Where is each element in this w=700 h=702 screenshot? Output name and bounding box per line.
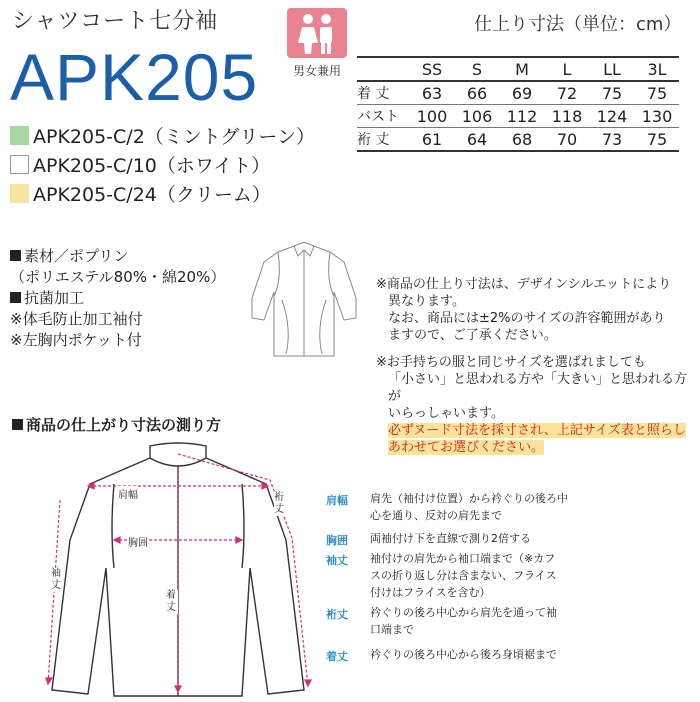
table-cell: 64 <box>455 128 499 152</box>
size-col-ll: LL <box>589 57 635 81</box>
color-label: APK205-C/10（ホワイト） <box>33 155 271 177</box>
model-number: APK205 <box>10 40 259 114</box>
table-row <box>357 128 679 152</box>
note-line: なお、商品には±2%のサイズの許容範囲があり <box>388 311 666 326</box>
diagram-label-yuki: 裄丈 <box>274 492 284 515</box>
table-cell: 61 <box>409 128 455 152</box>
measurement-diagram <box>30 440 320 702</box>
square-bullet-icon <box>12 419 23 430</box>
diagram-label-sleeve: 袖丈 <box>51 568 61 591</box>
color-variant-mint <box>10 122 315 149</box>
size-col-m: M <box>499 57 545 81</box>
spec-feature1: ※体毛防止加工袖付 <box>10 310 143 328</box>
legend-desc-length <box>370 646 622 663</box>
row-label-bust: バスト <box>357 105 409 128</box>
spec-material <box>10 246 225 267</box>
legend-key-yuki: 裄丈 <box>326 608 348 621</box>
diagram-label-chest: 胸囲 <box>128 534 148 549</box>
table-cell: 73 <box>589 128 635 152</box>
measure-section-title <box>12 414 221 435</box>
legend-key-shoulder: 肩幅 <box>326 494 348 507</box>
measure-title-text: 商品の仕上がり寸法の測り方 <box>26 416 222 434</box>
table-cell: 124 <box>589 105 635 128</box>
row-label-length: 着 丈 <box>357 81 409 105</box>
legend-line: スの折り返し分は含まない、フライス <box>370 569 557 582</box>
legend-desc-yuki <box>370 604 622 638</box>
spec-feature2: ※左胸内ポケット付 <box>10 331 142 349</box>
size-table-header <box>357 57 679 81</box>
square-bullet-icon <box>10 292 21 303</box>
table-cell: 112 <box>499 105 545 128</box>
legend-line: 袖付けの肩先から袖口端まで（※カフ <box>370 552 556 565</box>
legend-key-chest: 胸囲 <box>326 534 348 547</box>
note-line: 「小さい」と思われる方や「大きい」と思われる方が <box>388 372 688 404</box>
note-line: ますので、ご了承ください。 <box>388 328 557 343</box>
spec-composition: （ポリエステル80%・綿20%） <box>10 268 226 286</box>
table-cell: 68 <box>499 128 545 152</box>
size-header-blank <box>357 57 409 81</box>
spec-antibacterial-text: 抗菌加工 <box>24 289 85 307</box>
table-cell: 75 <box>589 81 635 105</box>
legend-line: 両袖付け下を直線で測り2倍する <box>370 532 531 545</box>
table-cell: 69 <box>499 81 545 105</box>
product-subtitle: シャツコート七分袖 <box>12 9 219 34</box>
unisex-icon <box>287 8 347 58</box>
square-bullet-icon <box>10 250 21 261</box>
table-cell: 70 <box>545 128 589 152</box>
legend-line: 心を通り、反対の肩先まで <box>370 509 502 522</box>
note-highlight-text: 必ずヌード寸法を採寸され、上記サイズ表と照らし <box>388 423 686 438</box>
note-highlight-text: あわせてお選びください。 <box>388 440 545 455</box>
note-highlight-1 <box>376 422 694 439</box>
legend-line: 衿ぐりの後ろ中心から後ろ身頃裾まで <box>370 648 557 661</box>
table-cell: 100 <box>409 105 455 128</box>
size-col-3l: 3L <box>635 57 679 81</box>
table-cell: 106 <box>455 105 499 128</box>
color-swatch-mint <box>10 126 29 145</box>
table-row <box>357 81 679 105</box>
spec-antibacterial <box>10 288 225 309</box>
note-highlight-2 <box>376 439 694 456</box>
spec-material-text: 素材／ポプリン <box>24 247 129 265</box>
legend-line: 口端まで <box>370 623 414 636</box>
legend-line: 肩先（袖付け位置）から衿ぐりの後ろ中 <box>370 492 568 505</box>
size-col-l: L <box>545 57 589 81</box>
note-line: 異なります。 <box>388 294 465 309</box>
table-cell: 130 <box>635 105 679 128</box>
color-variant-cream <box>10 180 271 207</box>
garment-sketch <box>248 240 360 368</box>
size-col-ss: SS <box>409 57 455 81</box>
legend-desc-sleeve <box>370 550 622 601</box>
legend-desc-shoulder <box>370 490 622 524</box>
legend-desc-chest <box>370 530 622 547</box>
diagram-label-shoulder: 肩幅 <box>118 486 138 501</box>
note-line: ※お手持ちの服と同じサイズを選ばれましても <box>376 355 646 370</box>
table-cell: 72 <box>545 81 589 105</box>
size-table-title: 仕上り寸法（単位：cm） <box>474 14 682 35</box>
table-cell: 118 <box>545 105 589 128</box>
row-label-yuki: 裄 丈 <box>357 128 409 152</box>
color-label: APK205-C/24（クリーム） <box>33 184 271 206</box>
table-row <box>357 105 679 128</box>
note-line: ※商品の仕上り寸法は、デザインシルエットにより <box>376 277 672 292</box>
legend-key-sleeve: 袖丈 <box>326 554 348 567</box>
table-cell: 63 <box>409 81 455 105</box>
legend-key-length: 着丈 <box>326 650 348 663</box>
legend-line: 付けはフライスを含む） <box>370 586 491 599</box>
size-col-s: S <box>455 57 499 81</box>
unisex-label: 男女兼用 <box>292 64 341 78</box>
color-variant-white <box>10 151 270 178</box>
diagram-label-length: 着丈 <box>166 590 176 613</box>
table-cell: 66 <box>455 81 499 105</box>
color-label: APK205-C/2（ミントグリーン） <box>33 126 316 148</box>
color-swatch-cream <box>10 184 29 203</box>
color-swatch-white <box>10 155 29 174</box>
table-cell: 75 <box>635 128 679 152</box>
table-cell: 75 <box>635 81 679 105</box>
legend-line: 衿ぐりの後ろ中心から肩先を通って袖 <box>370 606 557 619</box>
notes-block <box>376 276 694 456</box>
spec-list <box>10 246 225 351</box>
note-line: いらっしゃいます。 <box>388 406 504 421</box>
size-table <box>357 56 679 152</box>
